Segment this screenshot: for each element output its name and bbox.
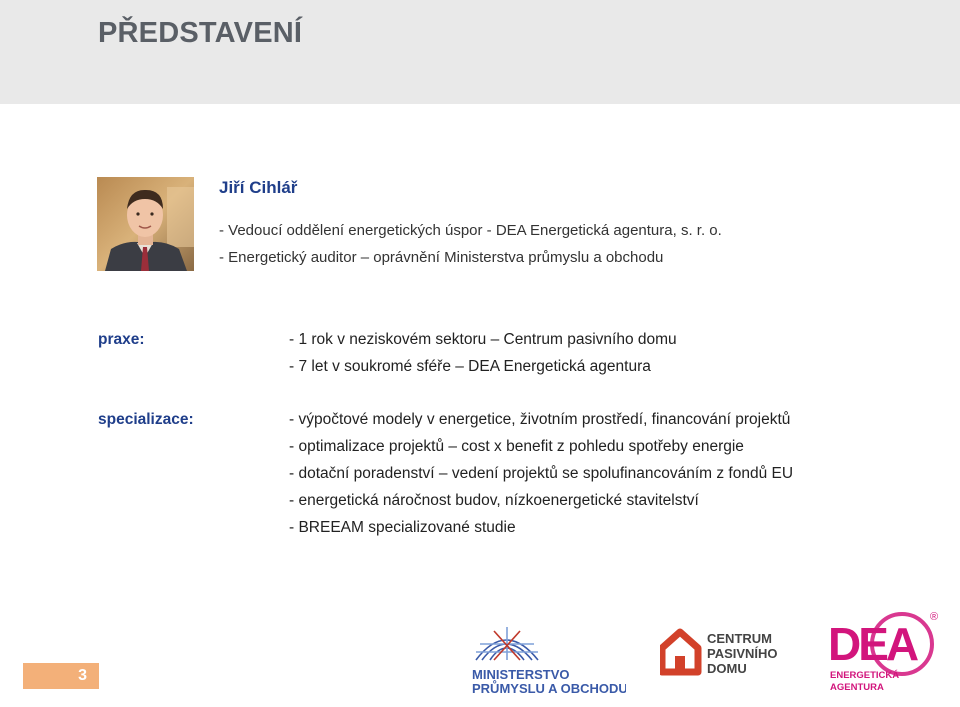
person-certification-line: - Energetický auditor – oprávnění Ministerstva průmyslu a obchodu xyxy=(219,249,664,266)
dea-logo-mark xyxy=(826,610,944,702)
portrait-image xyxy=(97,177,194,271)
list-item: - optimalizace projektů – cost x benefit z pohledu spotřeby energie xyxy=(289,438,744,455)
header-band xyxy=(0,0,960,104)
person-photo xyxy=(97,177,194,271)
cpd-house-icon xyxy=(660,628,800,678)
cpd-logo-line1: CENTRUM xyxy=(707,631,772,646)
page-number: 3 xyxy=(78,667,87,684)
person-role-line: - Vedoucí oddělení energetických úspor - DEA Energetická agentura, s. r. o. xyxy=(219,222,722,239)
specializace-list xyxy=(289,406,793,541)
mpo-globe-icon xyxy=(466,622,626,696)
list-item: - výpočtové modely v energetice, životním prostředí, financování projektů xyxy=(289,411,791,428)
list-item: - BREEAM specializované studie xyxy=(289,519,516,536)
dea-logo-word: DEA xyxy=(828,618,917,670)
list-item: - dotační poradenství – vedení projektů se spolufinancováním z fondů EU xyxy=(289,465,794,482)
dea-logo-line2: AGENTURA xyxy=(830,682,884,693)
mpo-logo-line1: MINISTERSTVO xyxy=(472,667,570,682)
cpd-logo xyxy=(660,628,800,678)
mpo-logo xyxy=(466,622,626,696)
dea-registered-mark: ® xyxy=(930,611,939,623)
slide-title: PŘEDSTAVENÍ xyxy=(98,17,303,49)
praxe-list xyxy=(289,326,677,380)
person-name: Jiří Cihlář xyxy=(219,178,298,197)
praxe-label: praxe: xyxy=(98,331,145,348)
page-number-box xyxy=(23,663,99,689)
list-item: - 7 let v soukromé sféře – DEA Energetická agentura xyxy=(289,358,651,375)
list-item: - energetická náročnost budov, nízkoenergetické stavitelství xyxy=(289,492,699,509)
dea-logo-line1: ENERGETICKÁ xyxy=(830,670,900,681)
list-item: - 1 rok v neziskovém sektoru – Centrum pasivního domu xyxy=(289,331,677,348)
mpo-logo-line2: PRŮMYSLU A OBCHODU xyxy=(472,681,626,696)
dea-logo xyxy=(826,610,944,702)
specializace-label: specializace: xyxy=(98,411,194,428)
cpd-logo-line2: PASIVNÍHO xyxy=(707,646,778,661)
cpd-logo-line3: DOMU xyxy=(707,661,747,676)
